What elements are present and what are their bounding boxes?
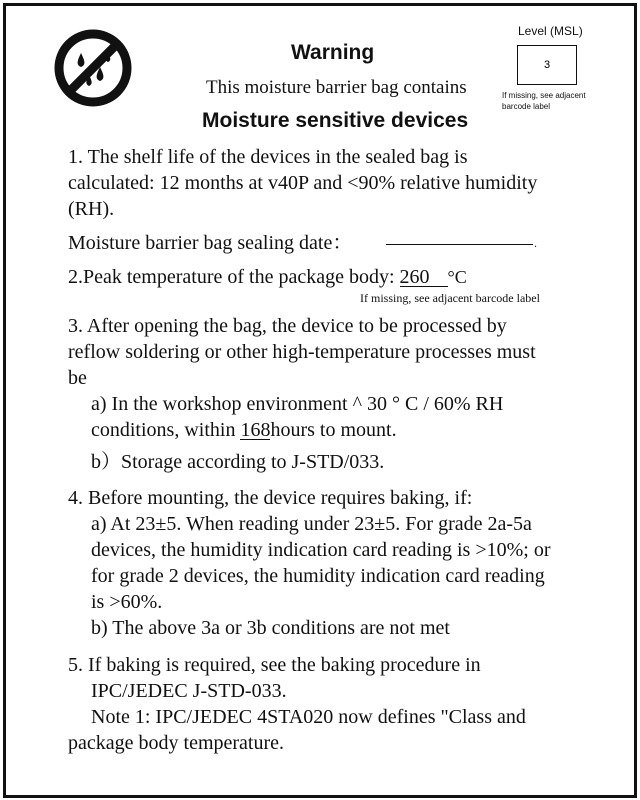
item5-line1: 5. If baking is required, see the baking procedure in [68,654,481,676]
no-moisture-icon [52,27,134,109]
item3-line1: 3. After opening the bag, the device to be processed by [68,315,507,337]
item4-a-line3: for grade 2 devices, the humidity indication card reading [91,565,545,587]
item4-b-line: b) The above 3a or 3b conditions are not met [91,617,450,639]
item4-a-line4: is >60%. [91,591,163,613]
mount-hours-value: 168 [240,419,271,441]
sealing-date-end: . [534,236,537,250]
msl-note-line1: If missing, see adjacent [502,91,586,100]
item3-a-line1: a) In the workshop environment ^ 30 ° C / 60% RH [91,393,504,415]
peak-temp-label: 2.Peak temperature of the package body: [68,266,395,288]
msl-note-line2: barcode label [502,102,551,111]
item3-line2: reflow soldering or other high-temperature processes must [68,341,536,363]
item3-line3: be [68,367,87,389]
sealing-date-row [68,226,352,255]
item5-note-line1: Note 1: IPC/JEDEC 4STA020 now defines "Class and [91,706,526,728]
msl-note [502,90,612,112]
msl-value-box [517,45,577,85]
item3-a-line2 [91,419,397,442]
item1-line2: calculated: 12 months at v40P and <90% relative humidity [68,172,538,194]
peak-temp-unit: °C [447,267,467,287]
warning-title: Warning [291,41,375,64]
msd-title: Moisture sensitive devices [202,109,469,132]
item4-a-line2: devices, the humidity indication card reading is >10%; or [91,539,551,561]
item1-line1: 1. The shelf life of the devices in the sealed bag is [68,146,468,168]
item1-line3: (RH). [68,198,115,220]
item5-line2: IPC/JEDEC J-STD-033. [91,680,287,702]
peak-temp-value: 260 [400,268,448,287]
sealing-date-blank [386,244,533,245]
item5-note-line2: package body temperature. [68,732,285,754]
peak-temp-note: If missing, see adjacent barcode label [360,291,540,305]
item3-a-pre: conditions, within [91,419,241,441]
peak-temp-row [68,266,467,289]
item3-b-line: b）Storage according to J-STD/033. [91,451,385,473]
item3-a-post: hours to mount. [270,419,397,441]
item4-line1: 4. Before mounting, the device requires baking, if: [68,487,473,509]
msl-label: Level (MSL) [518,24,583,38]
bag-contents-text: This moisture barrier bag contains [206,77,467,98]
sealing-date-label: Moisture barrier bag sealing date： [68,232,353,254]
item4-a-line1: a) At 23±5. When reading under 23±5. For grade 2a-5a [91,513,532,535]
msl-value: 3 [543,59,551,71]
